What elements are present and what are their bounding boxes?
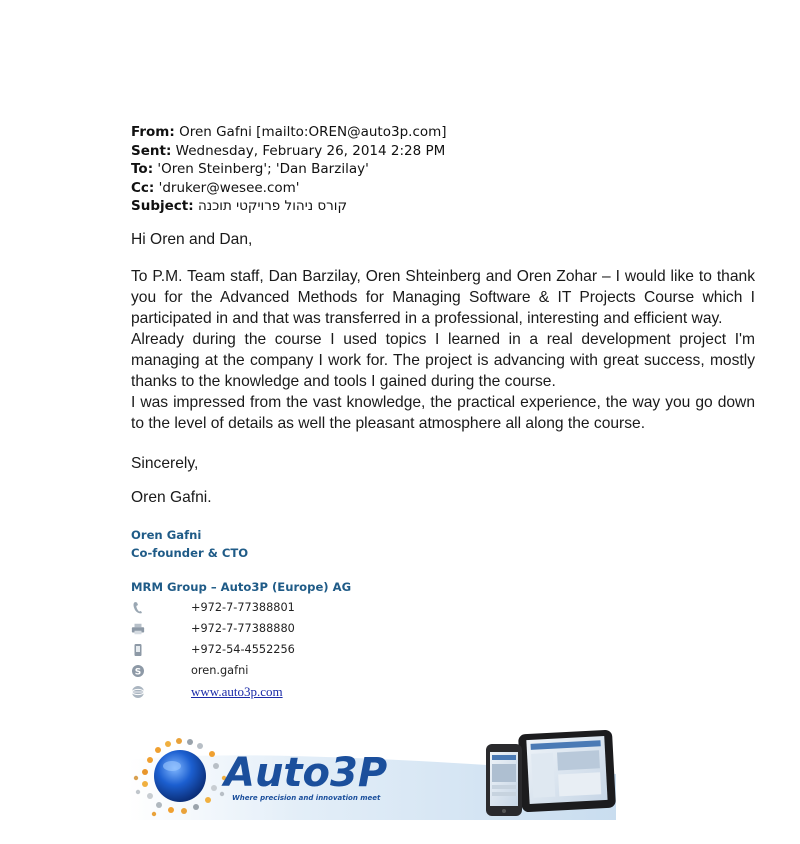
- cc-row: Cc: 'druker@wesee.com': [131, 179, 300, 196]
- email-header: [131, 123, 447, 216]
- signature-title: Co-founder & CTO: [131, 546, 249, 560]
- sent-value: Wednesday, February 26, 2014 2:28 PM: [175, 142, 446, 159]
- contact-row-fax: +972-7-77388880: [131, 618, 295, 639]
- cc-value: 'druker@wesee.com': [158, 179, 300, 196]
- subject-row: Subject: קורס ניהול פרויקטי תוכנה: [131, 198, 348, 214]
- greeting: Hi Oren and Dan,: [131, 231, 253, 248]
- brand-tagline: Where precision and innovation meet: [232, 794, 381, 802]
- auto3p-banner: [128, 724, 616, 824]
- web-icon: [131, 685, 145, 699]
- svg-text:S: S: [134, 667, 142, 677]
- paragraph-thanks: To P.M. Team staff, Dan Barzilay, Oren Shteinberg and Oren Zohar – I would like to thank you for the Advanced Methods for Managing Software & IT Projects Course which I participated in and that was transferred in a professional, interesting and efficient way.: [131, 268, 755, 327]
- contact-row-phone: +972-7-77388801: [131, 597, 295, 618]
- signature-name: Oren Gafni: [131, 528, 202, 542]
- tablet-device-icon: [518, 730, 616, 813]
- paragraph-project: Already during the course I used topics I learned in a real development project I'm managing at the company I work for. The project is advancing with great success, mostly thanks to the knowledge and tools I gained during the course.: [131, 331, 755, 390]
- phone-icon: [131, 601, 145, 615]
- skype-icon: [131, 664, 145, 678]
- fax-icon: [131, 622, 145, 636]
- contact-list: [131, 597, 295, 702]
- signoff: Oren Gafni.: [131, 489, 212, 506]
- contact-row-skype: S oren.gafni: [131, 660, 295, 681]
- signature-company: MRM Group – Auto3P (Europe) AG: [131, 580, 352, 594]
- contact-row-mobile: +972-54-4552256: [131, 639, 295, 660]
- subject-value: קורס ניהול פרויקטי תוכנה: [197, 198, 348, 214]
- from-row: From: Oren Gafni [mailto:OREN@auto3p.com]: [131, 124, 447, 140]
- website-link[interactable]: www.auto3p.com: [191, 683, 283, 699]
- closing: Sincerely,: [131, 455, 199, 472]
- from-value: Oren Gafni [mailto:OREN@auto3p.com]: [179, 124, 447, 140]
- contact-row-web: [131, 681, 295, 702]
- to-value: 'Oren Steinberg'; 'Dan Barzilay': [157, 161, 369, 177]
- sent-row: Sent: Wednesday, February 26, 2014 2:28 PM: [131, 142, 446, 159]
- phone-device-icon: [486, 744, 522, 816]
- paragraph-impressed: I was impressed from the vast knowledge, the practical experience, the way you go down to the level of details as well the pleasant atmosphere all along the course.: [131, 394, 755, 432]
- mobile-icon: [131, 643, 145, 657]
- brand-name: Auto3P: [224, 750, 388, 796]
- globe-logo-icon: [154, 750, 206, 802]
- to-row: To: 'Oren Steinberg'; 'Dan Barzilay': [131, 161, 369, 177]
